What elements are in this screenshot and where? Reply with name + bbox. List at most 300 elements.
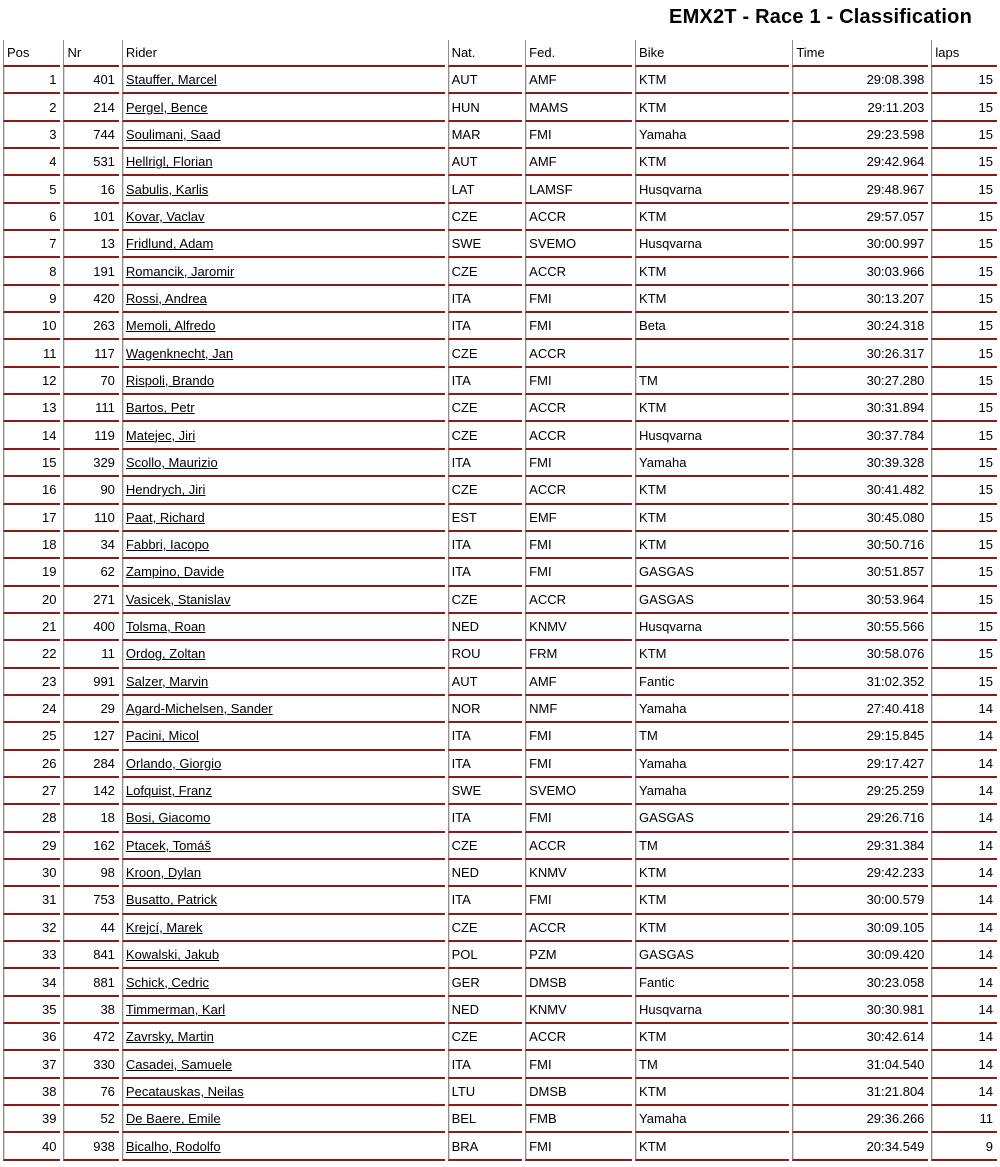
nat-cell: CZE — [448, 833, 523, 860]
fed-cell: DMSB — [525, 969, 632, 996]
rider-link[interactable]: Orlando, Giorgio — [125, 755, 222, 771]
nat-cell: SWE — [448, 231, 523, 258]
table-row — [3, 286, 997, 313]
nr-cell: 44 — [63, 915, 118, 942]
rider-cell — [122, 997, 445, 1024]
bike-cell: GASGAS — [635, 559, 789, 586]
col-header-laps: laps — [931, 40, 997, 67]
laps-cell: 14 — [931, 1079, 997, 1106]
fed-cell: FMI — [525, 286, 632, 313]
nat-cell: NED — [448, 860, 523, 887]
table-row — [3, 67, 997, 94]
time-cell: 29:57.057 — [792, 204, 928, 231]
bike-cell: TM — [635, 723, 789, 750]
time-cell: 30:51.857 — [792, 559, 928, 586]
rider-link[interactable]: Busatto, Patrick — [125, 892, 217, 908]
table-row — [3, 997, 997, 1024]
nr-cell: 420 — [63, 286, 118, 313]
fed-cell: FMI — [525, 313, 632, 340]
rider-link[interactable]: Casadei, Samuele — [125, 1056, 233, 1072]
table-row — [3, 669, 997, 696]
rider-link[interactable]: Bartos, Petr — [125, 400, 195, 416]
nr-cell: 401 — [63, 67, 118, 94]
col-header-nat: Nat. — [448, 40, 523, 67]
nat-cell: EST — [448, 505, 523, 532]
fed-cell: FMI — [525, 751, 632, 778]
laps-cell: 15 — [931, 532, 997, 559]
time-cell: 30:55.566 — [792, 614, 928, 641]
nr-cell: 62 — [63, 559, 118, 586]
time-cell: 30:39.328 — [792, 450, 928, 477]
rider-cell — [122, 969, 445, 996]
rider-cell — [122, 1079, 445, 1106]
nat-cell: AUT — [448, 67, 523, 94]
rider-link[interactable]: Rossi, Andrea — [125, 290, 207, 306]
rider-link[interactable]: Kowalski, Jakub — [125, 947, 220, 963]
bike-cell: KTM — [635, 641, 789, 668]
rider-link[interactable]: Hendrych, Jiri — [125, 482, 206, 498]
rider-link[interactable]: Zavrsky, Martin — [125, 1029, 214, 1045]
rider-cell — [122, 340, 445, 367]
nr-cell: 938 — [63, 1133, 118, 1160]
rider-link[interactable]: Tolsma, Roan — [125, 619, 206, 635]
time-cell: 30:03.966 — [792, 258, 928, 285]
nat-cell: ITA — [448, 723, 523, 750]
laps-cell: 15 — [931, 395, 997, 422]
pos-cell: 24 — [3, 696, 60, 723]
rider-link[interactable]: Salzer, Marvin — [125, 673, 209, 689]
rider-cell — [122, 1024, 445, 1051]
laps-cell: 15 — [931, 231, 997, 258]
bike-cell: KTM — [635, 258, 789, 285]
fed-cell: FMI — [525, 122, 632, 149]
laps-cell: 14 — [931, 942, 997, 969]
nat-cell: CZE — [448, 915, 523, 942]
rider-link[interactable]: Pacini, Micol — [125, 728, 199, 744]
nr-cell: 98 — [63, 860, 118, 887]
nat-cell: GER — [448, 969, 523, 996]
pos-cell: 35 — [3, 997, 60, 1024]
fed-cell: SVEMO — [525, 231, 632, 258]
nat-cell: CZE — [448, 422, 523, 449]
time-cell: 29:48.967 — [792, 176, 928, 203]
bike-cell: KTM — [635, 1024, 789, 1051]
bike-cell: TM — [635, 1051, 789, 1078]
bike-cell: Yamaha — [635, 696, 789, 723]
laps-cell: 15 — [931, 477, 997, 504]
rider-link[interactable]: Schick, Cedric — [125, 974, 209, 990]
pos-cell: 33 — [3, 942, 60, 969]
pos-cell: 4 — [3, 149, 60, 176]
rider-cell — [122, 505, 445, 532]
fed-cell: DMSB — [525, 1079, 632, 1106]
table-row — [3, 559, 997, 586]
rider-link[interactable]: Bicalho, Rodolfo — [125, 1138, 221, 1154]
nr-cell: 472 — [63, 1024, 118, 1051]
rider-link[interactable]: Soulimani, Saad — [125, 126, 221, 142]
fed-cell: SVEMO — [525, 778, 632, 805]
nr-cell: 531 — [63, 149, 118, 176]
laps-cell: 14 — [931, 833, 997, 860]
nr-cell: 214 — [63, 94, 118, 121]
pos-cell: 14 — [3, 422, 60, 449]
laps-cell: 14 — [931, 1024, 997, 1051]
time-cell: 30:27.280 — [792, 368, 928, 395]
nat-cell: AUT — [448, 149, 523, 176]
rider-link[interactable]: Kovar, Vaclav — [125, 208, 205, 224]
bike-cell: GASGAS — [635, 805, 789, 832]
nat-cell: ITA — [448, 805, 523, 832]
bike-cell: Fantic — [635, 669, 789, 696]
bike-cell: Yamaha — [635, 1106, 789, 1133]
pos-cell: 40 — [3, 1133, 60, 1160]
nat-cell: ITA — [448, 751, 523, 778]
table-row — [3, 887, 997, 914]
laps-cell: 14 — [931, 887, 997, 914]
laps-cell: 9 — [931, 1133, 997, 1160]
nr-cell: 263 — [63, 313, 118, 340]
laps-cell: 15 — [931, 368, 997, 395]
nr-cell: 70 — [63, 368, 118, 395]
nr-cell: 16 — [63, 176, 118, 203]
table-row — [3, 696, 997, 723]
table-row — [3, 313, 997, 340]
bike-cell: KTM — [635, 149, 789, 176]
rider-link[interactable]: Hellrigl, Florian — [125, 154, 213, 170]
rider-link[interactable]: Memoli, Alfredo — [125, 318, 216, 334]
nat-cell: SWE — [448, 778, 523, 805]
nr-cell: 400 — [63, 614, 118, 641]
time-cell: 29:26.716 — [792, 805, 928, 832]
nr-cell: 284 — [63, 751, 118, 778]
laps-cell: 15 — [931, 176, 997, 203]
table-row — [3, 395, 997, 422]
rider-cell — [122, 94, 445, 121]
fed-cell: FMI — [525, 887, 632, 914]
rider-link[interactable]: De Baere, Emile — [125, 1111, 221, 1127]
laps-cell: 15 — [931, 313, 997, 340]
table-row — [3, 805, 997, 832]
rider-cell — [122, 204, 445, 231]
rider-cell — [122, 1051, 445, 1078]
rider-cell — [122, 559, 445, 586]
rider-cell — [122, 587, 445, 614]
fed-cell: ACCR — [525, 340, 632, 367]
nr-cell: 101 — [63, 204, 118, 231]
rider-link[interactable]: Stauffer, Marcel — [125, 72, 217, 88]
time-cell: 30:50.716 — [792, 532, 928, 559]
bike-cell: KTM — [635, 477, 789, 504]
nat-cell: NED — [448, 997, 523, 1024]
laps-cell: 15 — [931, 587, 997, 614]
bike-cell: GASGAS — [635, 587, 789, 614]
bike-cell: Husqvarna — [635, 422, 789, 449]
laps-cell: 15 — [931, 258, 997, 285]
fed-cell: KNMV — [525, 860, 632, 887]
nr-cell: 11 — [63, 641, 118, 668]
bike-cell: Yamaha — [635, 778, 789, 805]
pos-cell: 2 — [3, 94, 60, 121]
fed-cell: FMI — [525, 723, 632, 750]
laps-cell: 15 — [931, 614, 997, 641]
pos-cell: 29 — [3, 833, 60, 860]
table-row — [3, 176, 997, 203]
bike-cell: KTM — [635, 204, 789, 231]
table-row — [3, 340, 997, 367]
rider-cell — [122, 532, 445, 559]
table-row — [3, 614, 997, 641]
rider-cell — [122, 422, 445, 449]
col-header-time: Time — [792, 40, 928, 67]
bike-cell: KTM — [635, 67, 789, 94]
time-cell: 29:42.964 — [792, 149, 928, 176]
table-row — [3, 969, 997, 996]
laps-cell: 14 — [931, 860, 997, 887]
fed-cell: AMF — [525, 67, 632, 94]
table-row — [3, 505, 997, 532]
table-row — [3, 778, 997, 805]
rider-cell — [122, 942, 445, 969]
rider-link[interactable]: Fabbri, Iacopo — [125, 537, 210, 553]
rider-link[interactable]: Krejcí, Marek — [125, 919, 203, 935]
nat-cell: LTU — [448, 1079, 523, 1106]
nr-cell: 90 — [63, 477, 118, 504]
table-row — [3, 258, 997, 285]
rider-link[interactable]: Matejec, Jiri — [125, 427, 196, 443]
bike-cell: KTM — [635, 1079, 789, 1106]
time-cell: 29:17.427 — [792, 751, 928, 778]
bike-cell — [635, 340, 789, 367]
rider-link[interactable]: Bosi, Giacomo — [125, 810, 211, 826]
pos-cell: 28 — [3, 805, 60, 832]
fed-cell: AMF — [525, 149, 632, 176]
table-row — [3, 94, 997, 121]
rider-link[interactable]: Ptacek, Tomáš — [125, 837, 211, 853]
table-row — [3, 1051, 997, 1078]
fed-cell: KNMV — [525, 997, 632, 1024]
nat-cell: CZE — [448, 340, 523, 367]
fed-cell: MAMS — [525, 94, 632, 121]
pos-cell: 23 — [3, 669, 60, 696]
time-cell: 31:04.540 — [792, 1051, 928, 1078]
time-cell: 30:42.614 — [792, 1024, 928, 1051]
rider-cell — [122, 860, 445, 887]
bike-cell: KTM — [635, 395, 789, 422]
pos-cell: 19 — [3, 559, 60, 586]
pos-cell: 37 — [3, 1051, 60, 1078]
pos-cell: 9 — [3, 286, 60, 313]
bike-cell: Husqvarna — [635, 231, 789, 258]
rider-cell — [122, 696, 445, 723]
time-cell: 27:40.418 — [792, 696, 928, 723]
fed-cell: ACCR — [525, 477, 632, 504]
pos-cell: 7 — [3, 231, 60, 258]
table-row — [3, 1106, 997, 1133]
table-row — [3, 149, 997, 176]
bike-cell: KTM — [635, 1133, 789, 1160]
fed-cell: ACCR — [525, 915, 632, 942]
rider-cell — [122, 450, 445, 477]
laps-cell: 14 — [931, 997, 997, 1024]
nr-cell: 18 — [63, 805, 118, 832]
rider-cell — [122, 669, 445, 696]
pos-cell: 26 — [3, 751, 60, 778]
rider-cell — [122, 723, 445, 750]
time-cell: 30:45.080 — [792, 505, 928, 532]
time-cell: 20:34.549 — [792, 1133, 928, 1160]
time-cell: 30:24.318 — [792, 313, 928, 340]
bike-cell: KTM — [635, 915, 789, 942]
nat-cell: LAT — [448, 176, 523, 203]
table-row — [3, 942, 997, 969]
fed-cell: AMF — [525, 669, 632, 696]
table-row — [3, 231, 997, 258]
pos-cell: 32 — [3, 915, 60, 942]
time-cell: 30:37.784 — [792, 422, 928, 449]
fed-cell: KNMV — [525, 614, 632, 641]
rider-cell — [122, 915, 445, 942]
nr-cell: 111 — [63, 395, 118, 422]
bike-cell: KTM — [635, 505, 789, 532]
time-cell: 30:13.207 — [792, 286, 928, 313]
fed-cell: LAMSF — [525, 176, 632, 203]
col-header-nr: Nr — [63, 40, 118, 67]
nat-cell: NOR — [448, 696, 523, 723]
table-row — [3, 450, 997, 477]
nat-cell: BEL — [448, 1106, 523, 1133]
rider-link[interactable]: Fridlund, Adam — [125, 236, 214, 252]
pos-cell: 25 — [3, 723, 60, 750]
rider-link[interactable]: Pergel, Bence — [125, 99, 208, 115]
rider-link[interactable]: Sabulis, Karlis — [125, 181, 209, 197]
table-row — [3, 368, 997, 395]
nat-cell: CZE — [448, 477, 523, 504]
pos-cell: 17 — [3, 505, 60, 532]
nat-cell: ITA — [448, 286, 523, 313]
nr-cell: 191 — [63, 258, 118, 285]
pos-cell: 15 — [3, 450, 60, 477]
time-cell: 29:42.233 — [792, 860, 928, 887]
rider-link[interactable]: Kroon, Dylan — [125, 865, 202, 881]
rider-link[interactable]: Zampino, Davide — [125, 564, 225, 580]
pos-cell: 34 — [3, 969, 60, 996]
nat-cell: CZE — [448, 204, 523, 231]
nat-cell: BRA — [448, 1133, 523, 1160]
nat-cell: MAR — [448, 122, 523, 149]
col-header-bike: Bike — [635, 40, 789, 67]
rider-cell — [122, 1133, 445, 1160]
bike-cell: Yamaha — [635, 122, 789, 149]
laps-cell: 15 — [931, 559, 997, 586]
rider-cell — [122, 477, 445, 504]
pos-cell: 20 — [3, 587, 60, 614]
fed-cell: FMI — [525, 368, 632, 395]
rider-link[interactable]: Romancik, Jaromir — [125, 263, 235, 279]
nat-cell: ITA — [448, 450, 523, 477]
time-cell: 29:15.845 — [792, 723, 928, 750]
time-cell: 30:09.420 — [792, 942, 928, 969]
nat-cell: CZE — [448, 587, 523, 614]
rider-link[interactable]: Ordog, Zoltan — [125, 646, 206, 662]
nr-cell: 841 — [63, 942, 118, 969]
pos-cell: 12 — [3, 368, 60, 395]
pos-cell: 22 — [3, 641, 60, 668]
laps-cell: 15 — [931, 149, 997, 176]
rider-cell — [122, 122, 445, 149]
rider-cell — [122, 805, 445, 832]
nr-cell: 127 — [63, 723, 118, 750]
table-row — [3, 422, 997, 449]
nat-cell: ITA — [448, 559, 523, 586]
rider-link[interactable]: Scollo, Maurizio — [125, 454, 218, 470]
bike-cell: Fantic — [635, 969, 789, 996]
laps-cell: 15 — [931, 450, 997, 477]
rider-link[interactable]: Wagenknecht, Jan — [125, 345, 234, 361]
nat-cell: CZE — [448, 395, 523, 422]
laps-cell: 14 — [931, 915, 997, 942]
nat-cell: POL — [448, 942, 523, 969]
fed-cell: ACCR — [525, 833, 632, 860]
col-header-pos: Pos — [3, 40, 60, 67]
classification-table — [0, 40, 1000, 1161]
rider-cell — [122, 887, 445, 914]
laps-cell: 14 — [931, 778, 997, 805]
time-cell: 30:00.579 — [792, 887, 928, 914]
fed-cell: PZM — [525, 942, 632, 969]
laps-cell: 11 — [931, 1106, 997, 1133]
time-cell: 29:23.598 — [792, 122, 928, 149]
bike-cell: KTM — [635, 860, 789, 887]
rider-cell — [122, 1106, 445, 1133]
bike-cell: KTM — [635, 887, 789, 914]
laps-cell: 14 — [931, 696, 997, 723]
pos-cell: 11 — [3, 340, 60, 367]
laps-cell: 14 — [931, 751, 997, 778]
rider-link[interactable]: Rispoli, Brando — [125, 372, 215, 388]
fed-cell: FMB — [525, 1106, 632, 1133]
rider-link[interactable]: Vasicek, Stanislav — [125, 591, 231, 607]
rider-link[interactable]: Timmerman, Karl — [125, 1001, 226, 1017]
pos-cell: 38 — [3, 1079, 60, 1106]
table-row — [3, 860, 997, 887]
pos-cell: 10 — [3, 313, 60, 340]
rider-cell — [122, 395, 445, 422]
rider-link[interactable]: Pecatauskas, Neilas — [125, 1083, 244, 1099]
page-title: EMX2T - Race 1 - Classification — [669, 6, 972, 28]
time-cell: 29:25.259 — [792, 778, 928, 805]
laps-cell: 15 — [931, 422, 997, 449]
rider-cell — [122, 176, 445, 203]
time-cell: 30:41.482 — [792, 477, 928, 504]
bike-cell: Yamaha — [635, 450, 789, 477]
time-cell: 30:31.894 — [792, 395, 928, 422]
rider-link[interactable]: Agard-Michelsen, Sander — [125, 701, 273, 717]
nr-cell: 881 — [63, 969, 118, 996]
nr-cell: 271 — [63, 587, 118, 614]
time-cell: 30:58.076 — [792, 641, 928, 668]
rider-link[interactable]: Paat, Richard — [125, 509, 205, 525]
nr-cell: 330 — [63, 1051, 118, 1078]
table-row — [3, 833, 997, 860]
pos-cell: 39 — [3, 1106, 60, 1133]
nr-cell: 52 — [63, 1106, 118, 1133]
nat-cell: ITA — [448, 313, 523, 340]
pos-cell: 8 — [3, 258, 60, 285]
rider-cell — [122, 751, 445, 778]
table-row — [3, 1024, 997, 1051]
rider-link[interactable]: Lofquist, Franz — [125, 783, 212, 799]
pos-cell: 36 — [3, 1024, 60, 1051]
